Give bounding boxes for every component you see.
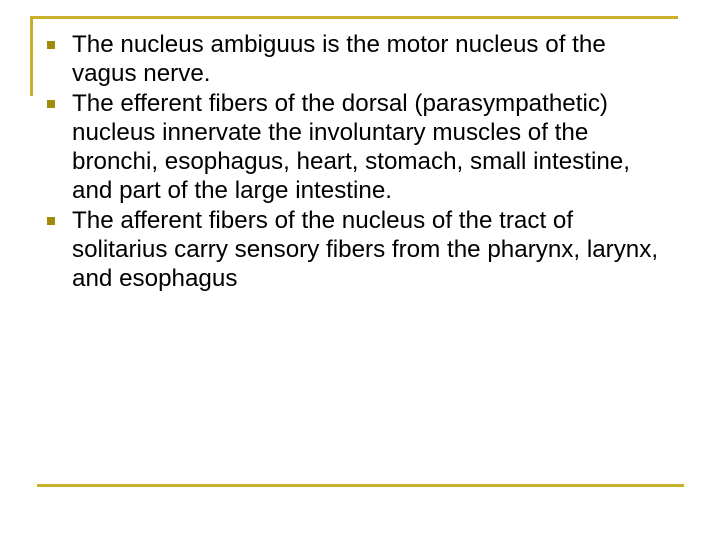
bullet-item xyxy=(42,89,674,206)
square-bullet-icon xyxy=(47,217,55,225)
bullet-text: The efferent fibers of the dorsal (parasympathetic) nucleus innervate the involuntary muscles of the bronchi, esophagus, heart, stomach, small intestine, and part of the large intestine. xyxy=(72,89,630,205)
bullet-item xyxy=(42,30,674,89)
top-accent-rule xyxy=(30,16,678,19)
bullet-list xyxy=(42,30,674,294)
left-accent-rule xyxy=(30,16,33,96)
bullet-item xyxy=(42,206,674,294)
bottom-accent-rule xyxy=(37,484,684,487)
square-bullet-icon xyxy=(47,41,55,49)
bullet-text: The nucleus ambiguus is the motor nucleus of the vagus nerve. xyxy=(72,31,606,88)
square-bullet-icon xyxy=(47,100,55,108)
bullet-text: The afferent fibers of the nucleus of the tract of solitarius carry sensory fibers from the pharynx, larynx, and esophagus xyxy=(72,206,659,293)
